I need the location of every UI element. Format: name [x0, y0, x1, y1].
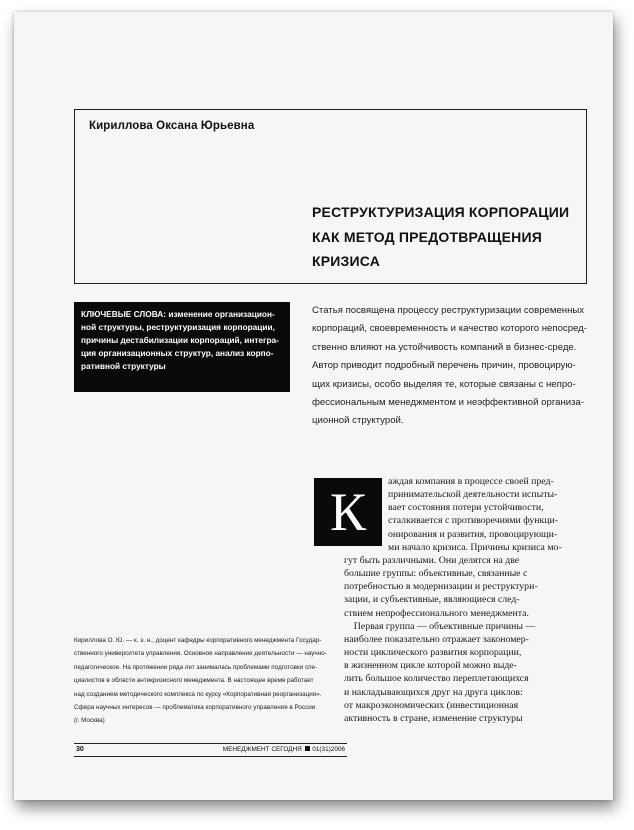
body-line: Первая группа — объективные причины —: [344, 620, 536, 632]
title-line: РЕСТРУКТУРИЗАЦИЯ КОРПОРАЦИИ: [312, 204, 570, 220]
bio-line: над созданием методического комплекса по курсу «Корпоративная реорганизация».: [74, 690, 322, 698]
body-line: принимательской деятельности испыты-: [388, 489, 558, 501]
keywords-line: ративной структуры: [81, 361, 166, 371]
author-bio: [74, 634, 354, 728]
abstract-line: фессиональным менеджментом и неэффективной организа-: [312, 397, 585, 409]
journal-info: [223, 744, 345, 756]
body-line: вает состояния потери устойчивости,: [388, 502, 544, 514]
body-line: лить большое количество переплетающихся: [344, 673, 529, 685]
author-name: Кириллова Оксана Юрьевна: [89, 120, 255, 132]
title-line: КРИЗИСА: [312, 253, 381, 269]
journal-name: МЕНЕДЖМЕНТ СЕГОДНЯ: [222, 746, 302, 753]
body-line: большие группы: объективные, связанные с: [344, 568, 528, 580]
bio-line: циалистов в области антикризисного менеджмента. В настоящее время работает: [74, 677, 314, 685]
body-text-indented: [388, 475, 562, 554]
keywords-line: причины дестабилизации корпораций, интегра-: [81, 335, 279, 345]
article-title: [312, 200, 572, 274]
body-line: активность в стране, изменение структуры: [344, 712, 523, 724]
square-bullet-icon: [305, 746, 310, 751]
bio-line: (г. Москва): [74, 717, 105, 725]
drop-cap: К: [314, 478, 382, 546]
abstract: [312, 302, 592, 431]
title-line: КАК МЕТОД ПРЕДОТВРАЩЕНИЯ: [312, 228, 542, 245]
body-line: зации, и субъективные, являющиеся след-: [344, 594, 520, 606]
keywords-box: [74, 302, 290, 392]
title-frame: [74, 109, 587, 284]
page-number: 30: [76, 746, 84, 753]
bio-line: Кириллова О. Ю. — к. э. н., доцент кафедры корпоративного менеджмента Государ-: [74, 637, 322, 644]
abstract-line: Статья посвящена процессу реструктуризации современных: [312, 305, 585, 316]
bio-line: педагогическое. На протяжении ряда лет занималась проблемами подготовки спе-: [74, 663, 318, 671]
abstract-line: корпораций, своевременность и качество которого непосред-: [312, 323, 587, 335]
keywords-line: КЛЮЧЕВЫЕ СЛОВА: изменение организацион-: [81, 309, 275, 319]
abstract-line: ционной структурой.: [312, 415, 404, 427]
body-line: и накладывающихся друг на друга циклов:: [344, 686, 523, 698]
body-line: ми начало кризиса. Причины кризиса мо-: [388, 541, 562, 553]
abstract-line: Автор приводит подробный перечень причин, провоцирую-: [312, 360, 576, 372]
page-footer: [74, 743, 347, 757]
issue-number: 01(31)2006: [312, 746, 345, 753]
abstract-line: ственно влияют на устойчивость компаний в бизнес-среде.: [312, 341, 577, 353]
journal-page: [14, 12, 613, 800]
abstract-line: щих кризисы, особо выделяя те, которые связаны с непро-: [312, 378, 576, 390]
keywords-line: ция организационных структур, анализ корпо-: [81, 348, 274, 358]
body-line: от макроэкономических (инвестиционная: [344, 699, 519, 711]
body-line: гут быть различными. Они делятся на две: [344, 555, 520, 566]
keywords-line: ной структуры, реструктуризация корпорации,: [81, 322, 275, 332]
bio-line: ственного университета управления. Основное направление деятельности — научно-: [74, 650, 327, 658]
bio-line: Сфера научных интересов — проблематика корпоративного управления в России: [74, 704, 316, 712]
body-line: аждая компания в процессе своей пред-: [388, 476, 554, 487]
body-text: [344, 554, 538, 725]
body-line: онирования и развития, провоцирующи-: [388, 528, 558, 540]
body-line: сталкивается с противоречиями функци-: [388, 515, 558, 527]
body-line: наиболее показательно отражает закономер-: [344, 633, 529, 645]
body-line: ности циклического развития корпорации,: [344, 647, 522, 659]
body-line: в жизненном цикле которой можно выде-: [344, 660, 517, 672]
body-line: потребностью в модернизации и реструктури-: [344, 581, 538, 593]
body-line: ствием непрофессионального менеджмента.: [344, 607, 529, 619]
